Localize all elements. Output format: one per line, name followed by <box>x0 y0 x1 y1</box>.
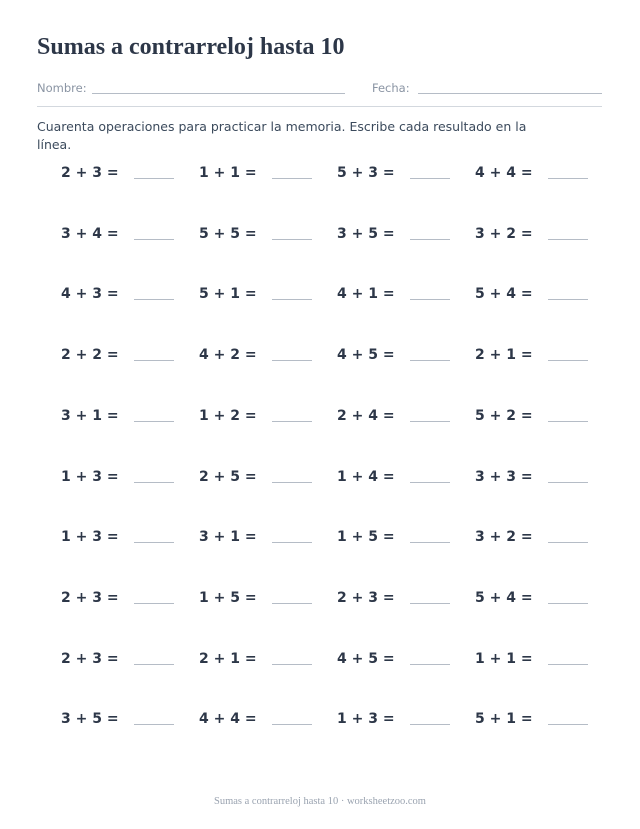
problem-equation: 1 + 3 = <box>61 469 119 485</box>
problem-equation: 1 + 1 = <box>475 651 533 667</box>
problem-item <box>199 710 329 734</box>
problem-equation: 1 + 5 = <box>199 590 257 606</box>
date-line[interactable] <box>418 93 602 94</box>
problem-item <box>199 285 329 309</box>
problem-equation: 3 + 5 = <box>337 226 395 242</box>
answer-line[interactable] <box>548 360 588 361</box>
problem-equation: 1 + 3 = <box>337 711 395 727</box>
answer-line[interactable] <box>410 664 450 665</box>
answer-line[interactable] <box>134 421 174 422</box>
answer-line[interactable] <box>134 664 174 665</box>
answer-line[interactable] <box>134 542 174 543</box>
answer-line[interactable] <box>272 603 312 604</box>
answer-line[interactable] <box>134 360 174 361</box>
answer-line[interactable] <box>548 603 588 604</box>
answer-line[interactable] <box>272 542 312 543</box>
problem-equation: 3 + 5 = <box>61 711 119 727</box>
problem-item <box>61 225 191 249</box>
answer-line[interactable] <box>548 542 588 543</box>
problem-item <box>475 589 605 613</box>
answer-line[interactable] <box>272 299 312 300</box>
problem-equation: 4 + 3 = <box>61 286 119 302</box>
answer-line[interactable] <box>134 299 174 300</box>
problem-item <box>337 528 467 552</box>
answer-line[interactable] <box>410 178 450 179</box>
page-title: Sumas a contrarreloj hasta 10 <box>37 34 345 60</box>
problem-equation: 2 + 3 = <box>61 165 119 181</box>
problem-item <box>199 528 329 552</box>
answer-line[interactable] <box>548 482 588 483</box>
problem-equation: 4 + 2 = <box>199 347 257 363</box>
problem-equation: 3 + 2 = <box>475 226 533 242</box>
problem-equation: 1 + 3 = <box>61 529 119 545</box>
problem-item <box>475 346 605 370</box>
problem-item <box>61 650 191 674</box>
answer-line[interactable] <box>548 178 588 179</box>
problem-equation: 2 + 3 = <box>337 590 395 606</box>
problem-equation: 2 + 1 = <box>475 347 533 363</box>
problem-item <box>337 468 467 492</box>
problem-equation: 3 + 4 = <box>61 226 119 242</box>
answer-line[interactable] <box>548 239 588 240</box>
problem-item <box>61 407 191 431</box>
answer-line[interactable] <box>272 421 312 422</box>
problem-equation: 5 + 5 = <box>199 226 257 242</box>
answer-line[interactable] <box>410 542 450 543</box>
problem-item <box>475 528 605 552</box>
problem-equation: 4 + 5 = <box>337 347 395 363</box>
answer-line[interactable] <box>272 178 312 179</box>
answer-line[interactable] <box>410 239 450 240</box>
answer-line[interactable] <box>410 482 450 483</box>
answer-line[interactable] <box>548 299 588 300</box>
student-info-fields <box>37 78 602 98</box>
name-label: Nombre: <box>37 81 87 95</box>
problem-item <box>475 407 605 431</box>
problem-equation: 1 + 2 = <box>199 408 257 424</box>
answer-line[interactable] <box>410 724 450 725</box>
problem-equation: 3 + 1 = <box>61 408 119 424</box>
problem-item <box>475 164 605 188</box>
problem-equation: 2 + 3 = <box>61 651 119 667</box>
problem-equation: 5 + 4 = <box>475 590 533 606</box>
problem-item <box>337 164 467 188</box>
problem-item <box>475 710 605 734</box>
answer-line[interactable] <box>410 299 450 300</box>
answer-line[interactable] <box>410 603 450 604</box>
problem-item <box>199 164 329 188</box>
problem-equation: 1 + 4 = <box>337 469 395 485</box>
answer-line[interactable] <box>272 239 312 240</box>
problem-equation: 5 + 4 = <box>475 286 533 302</box>
problem-equation: 1 + 1 = <box>199 165 257 181</box>
problem-equation: 3 + 3 = <box>475 469 533 485</box>
answer-line[interactable] <box>134 482 174 483</box>
answer-line[interactable] <box>272 482 312 483</box>
problem-item <box>475 468 605 492</box>
date-label: Fecha: <box>372 81 410 95</box>
problem-equation: 2 + 5 = <box>199 469 257 485</box>
name-line[interactable] <box>92 93 345 94</box>
problem-equation: 2 + 1 = <box>199 651 257 667</box>
problem-equation: 4 + 5 = <box>337 651 395 667</box>
answer-line[interactable] <box>548 724 588 725</box>
answer-line[interactable] <box>134 239 174 240</box>
problem-item <box>199 346 329 370</box>
problem-equation: 5 + 2 = <box>475 408 533 424</box>
answer-line[interactable] <box>134 178 174 179</box>
problem-item <box>61 528 191 552</box>
answer-line[interactable] <box>134 724 174 725</box>
answer-line[interactable] <box>272 664 312 665</box>
problem-item <box>337 650 467 674</box>
answer-line[interactable] <box>410 421 450 422</box>
problem-item <box>199 407 329 431</box>
problem-item <box>199 225 329 249</box>
problem-item <box>199 650 329 674</box>
problem-item <box>337 407 467 431</box>
problem-item <box>475 225 605 249</box>
problem-item <box>61 346 191 370</box>
problem-equation: 5 + 1 = <box>475 711 533 727</box>
problem-equation: 5 + 1 = <box>199 286 257 302</box>
answer-line[interactable] <box>272 360 312 361</box>
problem-equation: 2 + 4 = <box>337 408 395 424</box>
problem-item <box>61 468 191 492</box>
problem-equation: 2 + 2 = <box>61 347 119 363</box>
problem-equation: 4 + 4 = <box>199 711 257 727</box>
answer-line[interactable] <box>548 421 588 422</box>
answer-line[interactable] <box>134 603 174 604</box>
problem-equation: 2 + 3 = <box>61 590 119 606</box>
problem-equation: 4 + 1 = <box>337 286 395 302</box>
problem-equation: 4 + 4 = <box>475 165 533 181</box>
problem-item <box>61 164 191 188</box>
answer-line[interactable] <box>548 664 588 665</box>
header-divider <box>37 106 602 107</box>
answer-line[interactable] <box>410 360 450 361</box>
page-footer: Sumas a contrarreloj hasta 10 · worksheetzoo.com <box>214 796 426 807</box>
problem-item <box>475 650 605 674</box>
problem-item <box>475 285 605 309</box>
instructions-text: Cuarenta operaciones para practicar la memoria. Escribe cada resultado en la línea. <box>37 119 527 152</box>
problem-equation: 5 + 3 = <box>337 165 395 181</box>
problem-item <box>337 346 467 370</box>
problem-item <box>199 589 329 613</box>
problem-item <box>61 285 191 309</box>
problem-equation: 3 + 2 = <box>475 529 533 545</box>
problem-item <box>337 710 467 734</box>
problem-equation: 1 + 5 = <box>337 529 395 545</box>
problem-item <box>337 589 467 613</box>
problem-equation: 3 + 1 = <box>199 529 257 545</box>
answer-line[interactable] <box>272 724 312 725</box>
problem-item <box>61 589 191 613</box>
problem-item <box>199 468 329 492</box>
problem-item <box>337 285 467 309</box>
problem-item <box>337 225 467 249</box>
problem-item <box>61 710 191 734</box>
